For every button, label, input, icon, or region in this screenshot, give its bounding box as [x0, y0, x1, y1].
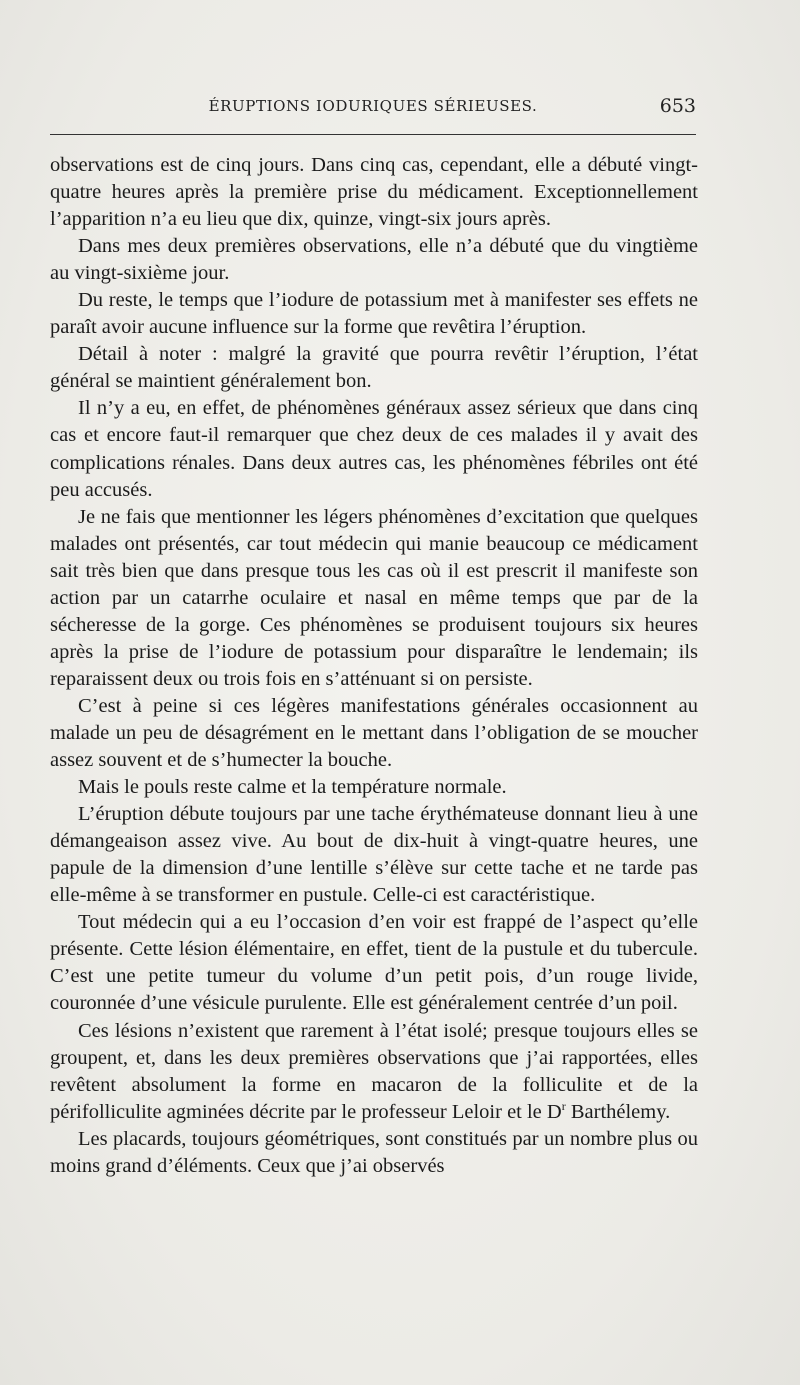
body-text: [50, 152, 698, 1180]
paragraph: observations est de cinq jours. Dans cinq cas, cependant, elle a débuté vingt-quatre heures après la première prise du médicament. Exceptionnellement l’apparition n’a eu lieu que dix, quinze, vingt-six jours après.: [50, 154, 698, 231]
paragraph: Tout médecin qui a eu l’occasion d’en voir est frappé de l’aspect qu’elle présente. Cette lésion élémentaire, en effet, tient de la pustule et du tubercule. C’est une petite tumeur du volume d’un petit pois, d’un rouge livide, couronnée d’une vésicule purulente. Elle est généralement centrée d’un poil.: [50, 911, 698, 1015]
running-title: ÉRUPTIONS IODURIQUES SÉRIEUSES.: [208, 97, 538, 115]
superscript-r: r: [561, 1098, 566, 1113]
paragraph-with-superscript: [50, 1018, 698, 1126]
paragraph-tail: Barthélemy.: [565, 1100, 671, 1123]
paragraph-text: Ces lésions n’existent que rarement à l’état isolé; presque toujours elles se groupent, et, dans les deux premières observations que j’ai rapportées, elles revêtent absolument la forme en macaron de la folliculite et de la périfolliculite agminées décrite par le professeur Leloir et le D: [50, 1019, 698, 1123]
paragraph: Dans mes deux premières observations, elle n’a débuté que du vingtième au vingt-sixième jour.: [50, 235, 698, 285]
paragraph: Détail à noter : malgré la gravité que pourra revêtir l’éruption, l’état général se maintient généralement bon.: [50, 343, 698, 393]
page-number: 653: [659, 95, 696, 117]
paragraph: Mais le pouls reste calme et la température normale.: [78, 776, 507, 799]
paragraph: L’éruption débute toujours par une tache érythémateuse donnant lieu à une démangeaison assez vive. Au bout de dix-huit à vingt-quatre heures, une papule de la dimension d’une lentille s’élève sur cette tache et ne tarde pas elle-même à se transformer en pustule. Celle-ci est caractéristique.: [50, 803, 698, 907]
paragraph: Je ne fais que mentionner les légers phénomènes d’excitation que quelques malades ont présentés, car tout médecin qui manie beaucoup ce médicament sait très bien que dans presque tous les cas où il est prescrit il manifeste son action par un catarrhe oculaire et nasal en même temps que par de la sécheresse de la gorge. Ces phénomènes se produisent toujours six heures après la prise de l’iodure de potassium pour disparaître le lendemain; ils reparaissent deux ou trois fois en s’atténuant si on persiste.: [50, 505, 698, 690]
page-header: [50, 93, 696, 119]
paragraph: Les placards, toujours géométriques, sont constitués par un nombre plus ou moins grand d’éléments. Ceux que j’ai observés: [50, 1127, 698, 1177]
paragraph: Du reste, le temps que l’iodure de potassium met à manifester ses effets ne paraît avoir aucune influence sur la forme que revêtira l’éruption.: [50, 289, 698, 339]
paragraph: C’est à peine si ces légères manifestations générales occasionnent au malade un peu de désagrément en le mettant dans l’obligation de se moucher assez souvent et de s’humecter la bouche.: [50, 694, 698, 772]
header-rule: [50, 134, 696, 135]
paragraph: Il n’y a eu, en effet, de phénomènes généraux assez sérieux que dans cinq cas et encore faut-il remarquer que chez deux de ces malades il y avait des complications rénales. Dans deux autres cas, les phénomènes fébriles ont été peu accusés.: [50, 397, 698, 501]
